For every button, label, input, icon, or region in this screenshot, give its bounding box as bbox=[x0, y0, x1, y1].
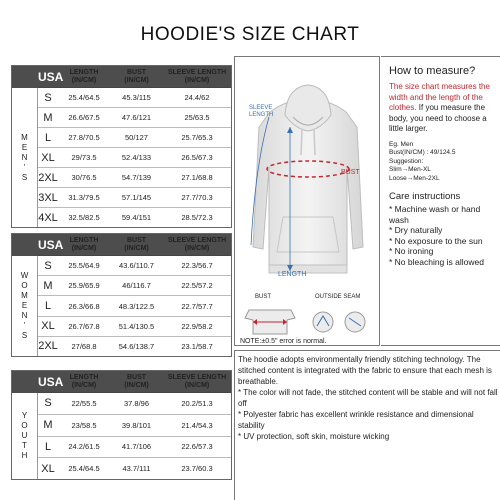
hoodie-illustration bbox=[235, 57, 381, 347]
care-item: * No exposure to the sun bbox=[389, 235, 483, 246]
category-letter: M bbox=[21, 291, 28, 300]
length-header bbox=[58, 69, 110, 85]
sleeve-header-line: (IN/CM) bbox=[184, 244, 210, 252]
category-letter: S bbox=[21, 172, 28, 182]
mens-size-table bbox=[11, 65, 232, 228]
care-title: Care instructions bbox=[389, 191, 461, 202]
feature-item: * The color will not fade, the stitched content will be stable and will not fall off bbox=[238, 388, 498, 408]
sleeve-header-line: (IN/CM) bbox=[184, 76, 210, 84]
length-header-line: (IN/CM) bbox=[71, 244, 97, 252]
bust-caption: BUST bbox=[255, 294, 272, 300]
table-header bbox=[38, 66, 231, 88]
category-letter: S bbox=[21, 331, 28, 340]
bust-cell: 37.8/96 bbox=[123, 398, 150, 408]
table-row bbox=[38, 188, 231, 208]
size-cell: XL bbox=[41, 320, 55, 333]
size-cell: S bbox=[44, 91, 52, 104]
womens-size-table bbox=[11, 233, 232, 357]
fabric-description-panel bbox=[234, 350, 500, 500]
sleeve-header-line: SLEEVE LENGTH bbox=[167, 373, 227, 381]
size-grid bbox=[38, 66, 231, 227]
how-body-text: If you measure the body, you need to choose a little larger. bbox=[389, 103, 487, 133]
sleeve-cell: 24.4/62 bbox=[184, 93, 210, 102]
category-letter: U bbox=[21, 431, 28, 440]
size-cell: 4XL bbox=[38, 211, 58, 224]
table-row bbox=[38, 437, 231, 459]
sleeve-cell: 22.7/57.7 bbox=[181, 301, 213, 311]
example-line: Loose→Men-2XL bbox=[389, 174, 440, 182]
example-line: Slim→Men-XL bbox=[389, 166, 431, 173]
example-block bbox=[389, 141, 494, 184]
bust-header-line: BUST bbox=[126, 373, 147, 381]
bust-header bbox=[110, 237, 163, 253]
care-list bbox=[389, 204, 494, 267]
length-cell: 25.4/64.5 bbox=[68, 93, 100, 102]
sleeve-cell: 23.1/58.7 bbox=[181, 341, 213, 351]
table-row bbox=[38, 168, 231, 188]
bust-cell: 57.1/145 bbox=[121, 193, 152, 202]
bust-header-line: (IN/CM) bbox=[124, 76, 149, 84]
size-grid bbox=[38, 371, 231, 479]
length-header-line: (IN/CM) bbox=[71, 76, 97, 84]
category-letter: O bbox=[21, 281, 28, 290]
how-text bbox=[389, 82, 494, 135]
length-cell: 25.9/65.9 bbox=[68, 281, 100, 291]
length-cell: 25.4/64.5 bbox=[68, 464, 100, 474]
bust-cell: 54.7/139 bbox=[121, 173, 152, 182]
length-cell: 23/58.5 bbox=[71, 420, 97, 430]
bust-cell: 52.4/133 bbox=[121, 153, 152, 162]
table-row bbox=[38, 458, 231, 479]
bust-cell: 47.6/121 bbox=[121, 113, 152, 122]
country-header-line: USA bbox=[38, 237, 64, 252]
sleeve-header bbox=[163, 374, 231, 390]
sleeve-cell: 21.4/54.3 bbox=[181, 420, 213, 430]
sleeve-cell: 22.3/56.7 bbox=[181, 261, 213, 271]
sleeve-header bbox=[163, 69, 231, 85]
length-cell: 24.2/61.5 bbox=[68, 442, 100, 452]
bust-cell: 41.7/106 bbox=[121, 442, 152, 452]
size-cell: XL bbox=[41, 151, 55, 164]
table-corner bbox=[12, 234, 38, 256]
length-header bbox=[58, 374, 110, 390]
length-cell: 29/73.5 bbox=[71, 153, 97, 162]
feature-item: * Polyester fabric has excellent wrinkle resistance and dimensional stability bbox=[238, 410, 474, 430]
category-label bbox=[12, 256, 38, 356]
bust-header-line: (IN/CM) bbox=[124, 381, 149, 389]
length-cell: 26.7/67.8 bbox=[68, 321, 100, 331]
length-cell: 30/76.5 bbox=[71, 173, 97, 182]
category-letter: N bbox=[21, 311, 28, 320]
care-item: * No bleaching is allowed bbox=[389, 256, 484, 267]
country-header bbox=[38, 69, 64, 84]
sleeve-cell: 27.7/70.3 bbox=[181, 193, 213, 202]
length-header-line: LENGTH bbox=[69, 373, 99, 381]
length-cell: 26.6/67.5 bbox=[68, 113, 100, 122]
bust-label: BUST bbox=[341, 169, 360, 176]
table-row bbox=[38, 337, 231, 356]
sleeve-cell: 20.2/51.3 bbox=[181, 398, 213, 408]
bust-header-line: BUST bbox=[126, 236, 147, 244]
length-header-line: LENGTH bbox=[69, 68, 99, 76]
sleeve-length-label-2: LENGTH bbox=[249, 112, 274, 118]
category-letter: Y bbox=[21, 411, 28, 420]
bust-cell: 43.7/111 bbox=[122, 464, 151, 474]
bust-cell: 48.3/122.5 bbox=[118, 301, 155, 311]
category-letter: ' bbox=[23, 321, 26, 330]
sleeve-header-line: (IN/CM) bbox=[184, 381, 210, 389]
size-cell: 3XL bbox=[38, 191, 58, 204]
size-cell: L bbox=[44, 131, 52, 144]
table-header bbox=[38, 234, 231, 256]
size-cell: L bbox=[44, 440, 52, 453]
sleeve-header bbox=[163, 237, 231, 253]
category-letter: M bbox=[21, 132, 28, 142]
sleeve-cell: 22.9/58.2 bbox=[181, 321, 213, 331]
care-item: * Machine wash or hand wash bbox=[389, 204, 481, 225]
how-to-measure-panel bbox=[381, 56, 500, 346]
youth-size-table bbox=[11, 370, 232, 480]
length-cell: 32.5/82.5 bbox=[68, 213, 100, 222]
table-row bbox=[38, 415, 231, 437]
length-cell: 22/55.5 bbox=[71, 398, 97, 408]
sleeve-length-label: SLEEVE bbox=[249, 105, 273, 111]
category-letter: E bbox=[21, 142, 28, 152]
bust-cell: 51.4/130.5 bbox=[118, 321, 155, 331]
category-letter: O bbox=[21, 421, 28, 430]
length-header-line: (IN/CM) bbox=[71, 381, 97, 389]
size-cell: M bbox=[43, 111, 53, 124]
category-letter: H bbox=[21, 451, 28, 460]
bust-cell: 50/127 bbox=[125, 133, 148, 142]
table-row bbox=[38, 296, 231, 316]
fabric-description: The hoodie adopts environmentally friendly stitching technology. The stitched content is integrated with the fabric to ensure that each mesh is breathable. bbox=[238, 355, 492, 386]
length-cell: 26.3/66.8 bbox=[68, 301, 100, 311]
table-row bbox=[38, 317, 231, 337]
size-cell: 2XL bbox=[38, 171, 58, 184]
sleeve-cell: 23.7/60.3 bbox=[181, 464, 213, 474]
bust-header bbox=[110, 374, 163, 390]
bust-cell: 39.8/101 bbox=[121, 420, 152, 430]
bust-cell: 59.4/151 bbox=[121, 213, 152, 222]
bust-cell: 45.3/115 bbox=[122, 93, 151, 102]
length-cell: 31.3/79.5 bbox=[68, 193, 100, 202]
example-line: Eg. Men bbox=[389, 140, 414, 148]
category-letter: E bbox=[21, 301, 28, 310]
category-label bbox=[12, 88, 38, 227]
sleeve-header-line: SLEEVE LENGTH bbox=[167, 68, 227, 76]
sleeve-cell: 22.6/57.3 bbox=[181, 442, 213, 452]
length-cell: 27.8/70.5 bbox=[68, 133, 100, 142]
table-row bbox=[38, 88, 231, 108]
sleeve-cell: 26.5/67.3 bbox=[181, 153, 213, 162]
table-row bbox=[38, 393, 231, 415]
feature-item: * UV protection, soft skin, moisture wicking bbox=[238, 432, 390, 441]
table-row bbox=[38, 208, 231, 227]
country-header bbox=[38, 237, 64, 252]
size-cell: S bbox=[44, 259, 52, 272]
care-item: * Dry naturally bbox=[389, 225, 443, 235]
category-letter: N bbox=[21, 152, 28, 162]
sleeve-header-line: SLEEVE LENGTH bbox=[167, 236, 227, 244]
length-cell: 27/68.8 bbox=[71, 341, 97, 351]
length-header bbox=[58, 237, 110, 253]
length-cell: 25.5/64.9 bbox=[68, 261, 100, 271]
category-letter: ' bbox=[23, 162, 26, 172]
country-header-line: USA bbox=[38, 69, 64, 84]
size-cell: L bbox=[44, 300, 52, 312]
how-red-text: The size chart measures the width and the length of the clothes. bbox=[389, 82, 490, 112]
category-label bbox=[12, 393, 38, 479]
length-label: LENGTH bbox=[278, 271, 307, 278]
bust-header-line: (IN/CM) bbox=[124, 244, 149, 252]
bust-measure-icon bbox=[239, 306, 301, 336]
measurement-note: NOTE:±0.5" error is normal. bbox=[240, 338, 327, 345]
table-header bbox=[38, 371, 231, 393]
category-letter: W bbox=[20, 271, 29, 280]
bust-cell: 54.6/138.7 bbox=[118, 341, 155, 351]
sleeve-cell: 27.1/68.8 bbox=[181, 173, 213, 182]
bust-cell: 46/116.7 bbox=[122, 281, 151, 291]
bust-cell: 43.6/110.7 bbox=[119, 261, 154, 271]
example-line: Bust(IN/CM) : 49/124.5 bbox=[389, 149, 456, 156]
country-header bbox=[38, 374, 64, 389]
size-cell: 2XL bbox=[38, 340, 58, 353]
bust-header-line: BUST bbox=[126, 68, 147, 76]
sleeve-cell: 25.7/65.3 bbox=[181, 133, 213, 142]
table-row bbox=[38, 148, 231, 168]
size-cell: M bbox=[43, 279, 53, 292]
sleeve-cell: 28.5/72.3 bbox=[181, 213, 213, 222]
table-corner bbox=[12, 371, 38, 393]
country-header-line: USA bbox=[38, 374, 64, 389]
category-letter: T bbox=[22, 441, 27, 450]
sleeve-cell: 25/63.5 bbox=[184, 113, 210, 122]
outside-seam-icon bbox=[309, 306, 377, 336]
page-title: HOODIE'S SIZE CHART bbox=[140, 24, 360, 45]
table-row bbox=[38, 256, 231, 276]
table-row bbox=[38, 276, 231, 296]
outside-seam-caption: OUTSIDE SEAM bbox=[315, 294, 361, 300]
example-line: Suggestion: bbox=[389, 157, 424, 165]
how-title: How to measure? bbox=[389, 65, 476, 77]
size-cell: S bbox=[44, 397, 52, 410]
size-cell: XL bbox=[41, 462, 55, 475]
sleeve-cell: 22.5/57.2 bbox=[181, 281, 213, 291]
bust-header bbox=[110, 69, 163, 85]
table-row bbox=[38, 108, 231, 128]
size-cell: M bbox=[43, 419, 53, 432]
table-corner bbox=[12, 66, 38, 88]
care-item: * No ironing bbox=[389, 246, 434, 256]
length-header-line: LENGTH bbox=[69, 236, 99, 244]
hoodie-diagram-panel bbox=[234, 56, 380, 346]
size-grid bbox=[38, 234, 231, 356]
table-row bbox=[38, 128, 231, 148]
